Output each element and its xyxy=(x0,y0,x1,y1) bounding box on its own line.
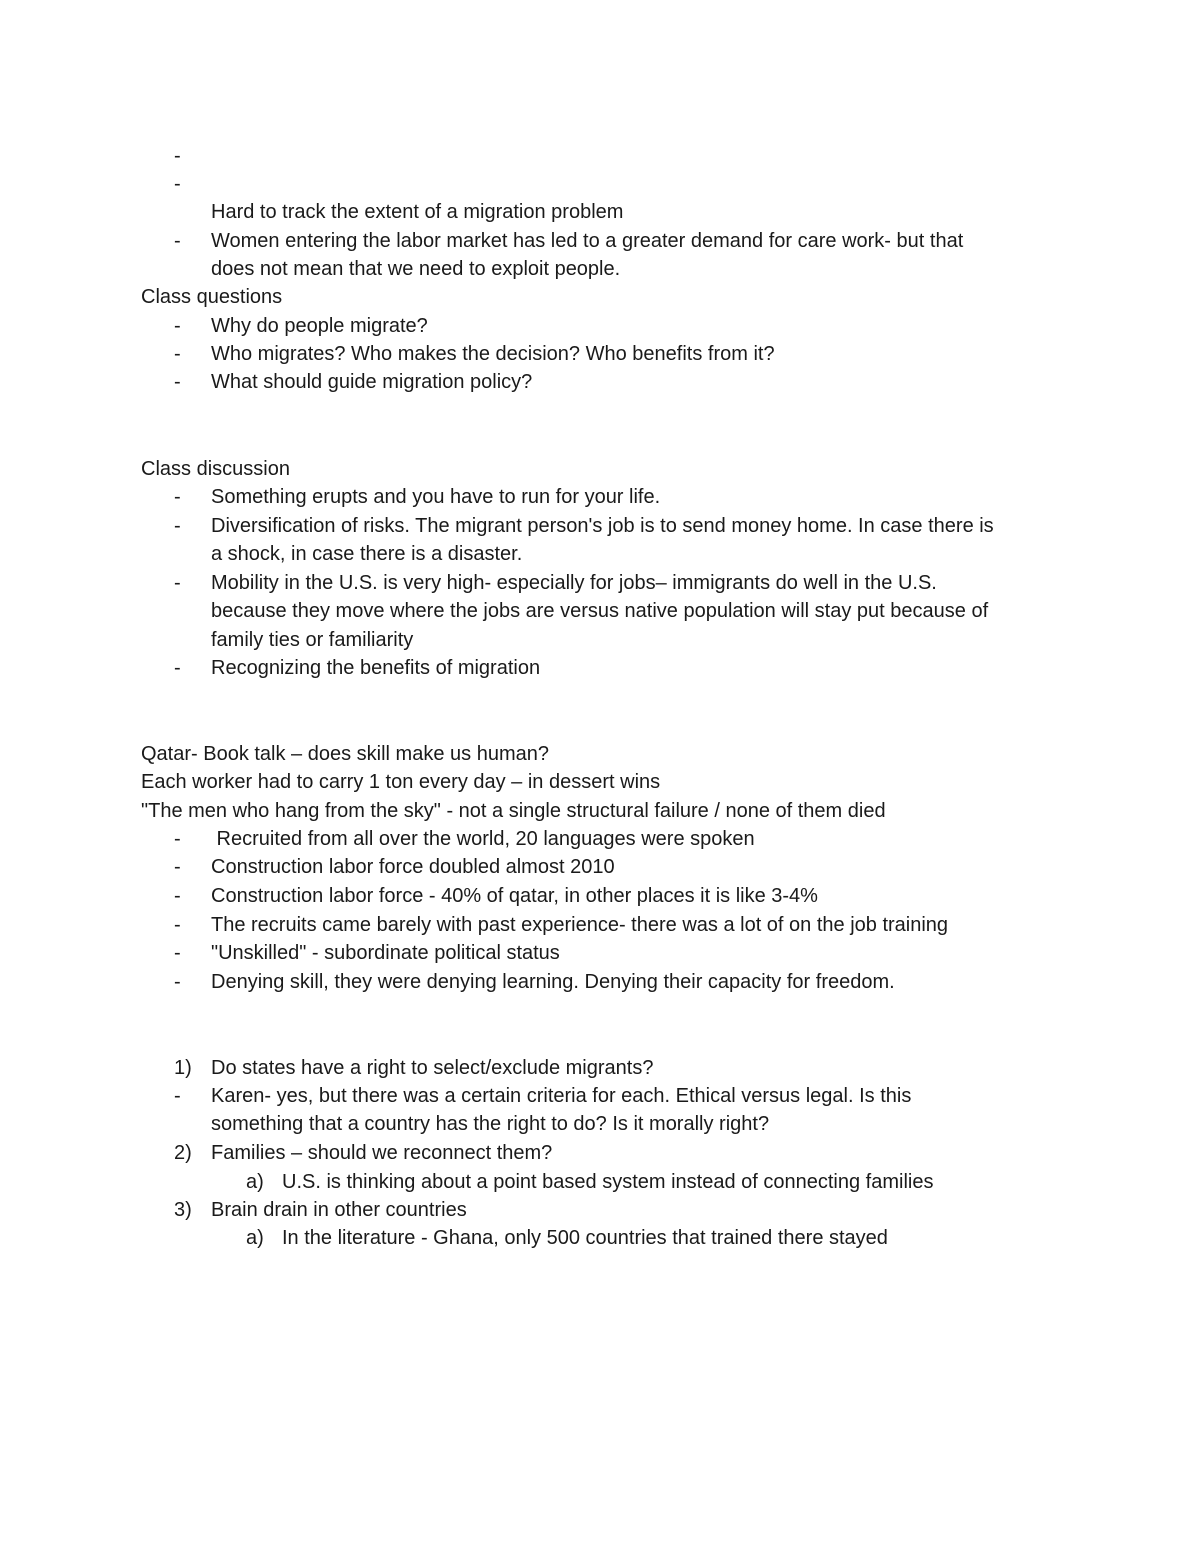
list-item: Recruited from all over the world, 20 languages were spoken xyxy=(211,828,755,850)
numbered-item: Do states have a right to select/exclude migrants? xyxy=(211,1057,654,1079)
list-item: Recognizing the benefits of migration xyxy=(211,657,541,679)
list-item: Something erupts and you have to run for your life. xyxy=(211,486,661,508)
list-item-continuation: family ties or familiarity xyxy=(211,629,414,651)
list-number: 1) xyxy=(174,1057,192,1079)
bullet-dash: - xyxy=(174,856,181,878)
qatar-heading: Qatar- Book talk – does skill make us human? xyxy=(141,743,549,765)
list-item: Construction labor force - 40% of qatar, in other places it is like 3-4% xyxy=(211,885,818,907)
note-line: Hard to track the extent of a migration problem xyxy=(211,201,624,223)
bullet-dash: - xyxy=(174,885,181,907)
bullet-dash: - xyxy=(174,371,181,393)
bullet-dash: - xyxy=(174,515,181,537)
numbered-item: Families – should we reconnect them? xyxy=(211,1142,553,1164)
list-number: 2) xyxy=(174,1142,192,1164)
bullet-dash: - xyxy=(174,942,181,964)
bullet-dash: - xyxy=(174,145,181,167)
sub-item: U.S. is thinking about a point based system instead of connecting families xyxy=(282,1171,934,1193)
list-item-continuation: something that a country has the right to do? Is it morally right? xyxy=(211,1113,770,1135)
bullet-dash: - xyxy=(174,572,181,594)
bullet-dash: - xyxy=(174,343,181,365)
section-heading-class-questions: Class questions xyxy=(141,286,283,308)
bullet-dash: - xyxy=(174,315,181,337)
list-item: Why do people migrate? xyxy=(211,315,428,337)
bullet-dash: - xyxy=(174,173,181,195)
bullet-dash: - xyxy=(174,486,181,508)
list-item: Mobility in the U.S. is very high- especially for jobs– immigrants do well in the U.S. xyxy=(211,572,937,594)
bullet-dash: - xyxy=(174,828,181,850)
list-item: Diversification of risks. The migrant person's job is to send money home. In case there is xyxy=(211,515,994,537)
numbered-item: Brain drain in other countries xyxy=(211,1199,467,1221)
note-line: Women entering the labor market has led to a greater demand for care work- but that xyxy=(211,230,964,252)
bullet-dash: - xyxy=(174,914,181,936)
list-item: Karen- yes, but there was a certain criteria for each. Ethical versus legal. Is this xyxy=(211,1085,912,1107)
bullet-dash: - xyxy=(174,657,181,679)
list-item: Construction labor force doubled almost 2010 xyxy=(211,856,615,878)
note-line: Each worker had to carry 1 ton every day – in dessert wins xyxy=(141,771,661,793)
list-letter: a) xyxy=(246,1171,264,1193)
section-heading-class-discussion: Class discussion xyxy=(141,458,290,480)
list-letter: a) xyxy=(246,1227,264,1249)
list-number: 3) xyxy=(174,1199,192,1221)
list-item: Who migrates? Who makes the decision? Who benefits from it? xyxy=(211,343,775,365)
bullet-dash: - xyxy=(174,1085,181,1107)
bullet-dash: - xyxy=(174,971,181,993)
note-line: does not mean that we need to exploit people. xyxy=(211,258,621,280)
list-item: The recruits came barely with past experience- there was a lot of on the job training xyxy=(211,914,949,936)
list-item: What should guide migration policy? xyxy=(211,371,533,393)
list-item-continuation: a shock, in case there is a disaster. xyxy=(211,543,523,565)
sub-item: In the literature - Ghana, only 500 countries that trained there stayed xyxy=(282,1227,888,1249)
list-item: "Unskilled" - subordinate political status xyxy=(211,942,560,964)
note-line: "The men who hang from the sky" - not a single structural failure / none of them died xyxy=(141,800,886,822)
list-item: Denying skill, they were denying learning. Denying their capacity for freedom. xyxy=(211,971,895,993)
list-item-continuation: because they move where the jobs are versus native population will stay put because of xyxy=(211,600,989,622)
bullet-dash: - xyxy=(174,230,181,252)
